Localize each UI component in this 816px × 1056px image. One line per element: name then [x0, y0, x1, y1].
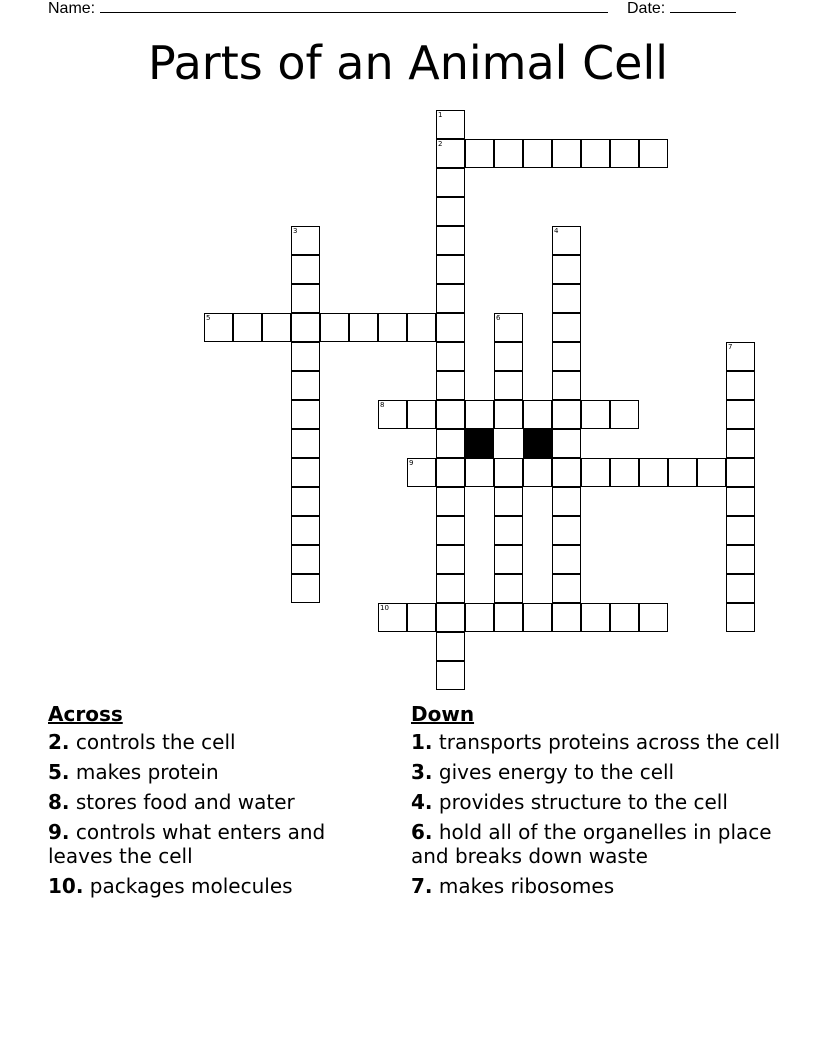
grid-cell[interactable]	[436, 545, 465, 574]
down-clue	[411, 790, 781, 814]
grid-cell[interactable]	[436, 458, 465, 487]
grid-cell[interactable]	[436, 168, 465, 197]
grid-block	[465, 429, 494, 458]
grid-cell[interactable]	[610, 458, 639, 487]
clue-num: 3.	[411, 760, 433, 784]
grid-cell[interactable]	[552, 400, 581, 429]
clue-num: 8.	[48, 790, 70, 814]
grid-cell[interactable]	[552, 226, 581, 255]
grid-cell[interactable]	[552, 487, 581, 516]
clue-num: 10.	[48, 874, 84, 898]
clue-text: gives energy to the cell	[432, 760, 675, 784]
grid-cell[interactable]	[291, 255, 320, 284]
grid-cell[interactable]	[668, 458, 697, 487]
grid-cell[interactable]	[436, 313, 465, 342]
grid-cell[interactable]	[610, 603, 639, 632]
grid-cell[interactable]	[291, 429, 320, 458]
grid-cell[interactable]	[494, 545, 523, 574]
grid-cell[interactable]	[610, 400, 639, 429]
grid-cell[interactable]	[523, 139, 552, 168]
clue-num: 4.	[411, 790, 433, 814]
grid-cell[interactable]	[494, 458, 523, 487]
grid-cell[interactable]	[407, 458, 436, 487]
grid-cell[interactable]	[436, 197, 465, 226]
grid-cell[interactable]	[494, 574, 523, 603]
grid-cell[interactable]	[726, 458, 755, 487]
clue-num: 5.	[48, 760, 70, 784]
grid-cell[interactable]	[726, 487, 755, 516]
grid-block	[523, 429, 552, 458]
grid-cell[interactable]	[726, 429, 755, 458]
clue-text: controls what enters and leaves the cell	[48, 820, 326, 868]
grid-cell[interactable]	[726, 545, 755, 574]
grid-cell[interactable]	[552, 284, 581, 313]
clue-number: 8	[380, 401, 385, 409]
grid-cell[interactable]	[581, 400, 610, 429]
name-label: Name:	[48, 0, 96, 17]
grid-cell[interactable]	[436, 342, 465, 371]
grid-cell[interactable]	[465, 139, 494, 168]
grid-cell[interactable]	[494, 603, 523, 632]
grid-cell[interactable]	[494, 371, 523, 400]
grid-cell[interactable]	[291, 574, 320, 603]
down-clue	[411, 730, 781, 754]
grid-cell[interactable]	[552, 574, 581, 603]
clue-number: 3	[293, 227, 298, 235]
clue-text: transports proteins across the cell	[432, 730, 780, 754]
grid-cell[interactable]	[378, 313, 407, 342]
grid-cell[interactable]	[494, 342, 523, 371]
grid-cell[interactable]	[291, 458, 320, 487]
date-label: Date:	[627, 0, 666, 17]
down-clue	[411, 820, 781, 868]
grid-cell[interactable]	[436, 574, 465, 603]
clue-num: 9.	[48, 820, 70, 844]
grid-cell[interactable]	[726, 603, 755, 632]
grid-cell[interactable]	[233, 313, 262, 342]
grid-cell[interactable]	[465, 603, 494, 632]
grid-cell[interactable]	[436, 661, 465, 690]
grid-cell[interactable]	[726, 516, 755, 545]
grid-cell[interactable]	[697, 458, 726, 487]
grid-cell[interactable]	[726, 371, 755, 400]
grid-cell[interactable]	[639, 139, 668, 168]
page-title: Parts of an Animal Cell	[147, 36, 669, 90]
grid-cell[interactable]	[610, 139, 639, 168]
clue-num: 2.	[48, 730, 70, 754]
clue-text: provides structure to the cell	[432, 790, 728, 814]
grid-cell[interactable]	[436, 487, 465, 516]
grid-cell[interactable]	[552, 458, 581, 487]
across-clue	[48, 730, 378, 754]
grid-cell[interactable]	[552, 545, 581, 574]
grid-cell[interactable]	[465, 458, 494, 487]
grid-cell[interactable]	[581, 603, 610, 632]
grid-cell[interactable]	[291, 545, 320, 574]
grid-cell[interactable]	[523, 400, 552, 429]
grid-cell[interactable]	[639, 603, 668, 632]
down-clues	[411, 700, 781, 904]
clue-number: 7	[728, 343, 733, 351]
grid-cell[interactable]	[494, 487, 523, 516]
grid-cell[interactable]	[465, 400, 494, 429]
clue-number: 9	[409, 459, 414, 467]
grid-cell[interactable]	[291, 284, 320, 313]
grid-cell[interactable]	[291, 400, 320, 429]
grid-cell[interactable]	[436, 400, 465, 429]
across-clue	[48, 874, 378, 898]
clue-text: controls the cell	[69, 730, 236, 754]
grid-cell[interactable]	[262, 313, 291, 342]
grid-cell[interactable]	[494, 313, 523, 342]
across-clue	[48, 790, 378, 814]
across-clue	[48, 820, 378, 868]
grid-cell[interactable]	[436, 110, 465, 139]
grid-cell[interactable]	[407, 313, 436, 342]
clue-num: 1.	[411, 730, 433, 754]
grid-cell[interactable]	[436, 603, 465, 632]
grid-cell[interactable]	[552, 255, 581, 284]
grid-cell[interactable]	[552, 429, 581, 458]
grid-cell[interactable]	[639, 458, 668, 487]
grid-cell[interactable]	[581, 139, 610, 168]
grid-cell[interactable]	[436, 226, 465, 255]
across-clue	[48, 760, 378, 784]
clue-text: makes protein	[69, 760, 219, 784]
grid-cell[interactable]	[378, 400, 407, 429]
clue-text: makes ribosomes	[432, 874, 615, 898]
grid-cell[interactable]	[436, 516, 465, 545]
grid-cell[interactable]	[552, 342, 581, 371]
grid-cell[interactable]	[291, 342, 320, 371]
clue-number: 6	[496, 314, 501, 322]
clue-number: 2	[438, 140, 443, 148]
grid-cell[interactable]	[726, 400, 755, 429]
grid-cell[interactable]	[349, 313, 378, 342]
grid-cell[interactable]	[436, 255, 465, 284]
grid-cell[interactable]	[552, 516, 581, 545]
grid-cell[interactable]	[552, 139, 581, 168]
grid-cell[interactable]	[291, 371, 320, 400]
grid-cell[interactable]	[494, 139, 523, 168]
grid-cell[interactable]	[726, 574, 755, 603]
down-clue	[411, 874, 781, 898]
grid-cell[interactable]	[291, 516, 320, 545]
down-heading: Down	[411, 702, 475, 726]
grid-cell[interactable]	[378, 603, 407, 632]
down-clue	[411, 760, 781, 784]
across-clues	[48, 700, 378, 904]
grid-cell[interactable]	[204, 313, 233, 342]
grid-cell[interactable]	[523, 603, 552, 632]
grid-cell[interactable]	[407, 400, 436, 429]
clue-number: 5	[206, 314, 211, 322]
grid-cell[interactable]	[523, 458, 552, 487]
clue-num: 7.	[411, 874, 433, 898]
clue-text: hold all of the organelles in place and breaks down waste	[411, 820, 772, 868]
grid-cell[interactable]	[436, 632, 465, 661]
grid-cell[interactable]	[552, 371, 581, 400]
grid-cell[interactable]	[436, 429, 465, 458]
clue-number: 10	[380, 604, 389, 612]
clue-num: 6.	[411, 820, 433, 844]
grid-cell[interactable]	[552, 603, 581, 632]
grid-cell[interactable]	[436, 371, 465, 400]
clue-number: 1	[438, 111, 443, 119]
grid-cell[interactable]	[436, 139, 465, 168]
across-heading: Across	[48, 702, 123, 726]
grid-cell[interactable]	[407, 603, 436, 632]
grid-cell[interactable]	[552, 313, 581, 342]
grid-cell[interactable]	[320, 313, 349, 342]
grid-cell[interactable]	[581, 458, 610, 487]
clue-text: packages molecules	[83, 874, 293, 898]
grid-cell[interactable]	[291, 226, 320, 255]
grid-cell[interactable]	[291, 313, 320, 342]
clue-number: 4	[554, 227, 559, 235]
grid-cell[interactable]	[436, 284, 465, 313]
clue-text: stores food and water	[69, 790, 295, 814]
grid-cell[interactable]	[726, 342, 755, 371]
grid-cell[interactable]	[494, 516, 523, 545]
grid-cell[interactable]	[494, 400, 523, 429]
grid-cell[interactable]	[291, 487, 320, 516]
